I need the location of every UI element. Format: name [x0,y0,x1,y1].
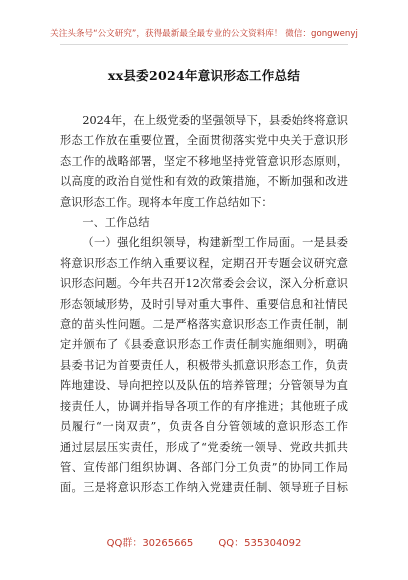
footer-contact [0,534,408,549]
body-line: 管、宣传部门组织协调、各部门分工负责”的协同工作局 [60,460,348,474]
body-line: 意识形态工作。现将本年度工作总结如下： [60,195,273,209]
header-divider [60,44,348,45]
body-line: 形态工作放在重要位置，全面贯彻落实党中央关于意识形 [60,134,348,148]
document-title: xx县委2024年意识形态工作总结 [107,68,301,83]
body-line: 面。三是将意识形态工作纳入党建责任制、领导班子目标 [60,481,348,495]
body-line: 2024年，在上级党委的坚强领导下，县委始终将意识 [82,114,348,127]
document-body [60,111,348,499]
body-line: 定并颁布了《县委意识形态工作责任制实施细则》，明确 [60,338,348,352]
body-line: 以高度的政治自觉性和有效的政策措施，不断加强和改进 [60,175,348,189]
footer-qq-group: QQ群：30265665 [106,538,194,549]
body-line: 将意识形态工作纳入重要议程，定期召开专题会议研究意 [60,256,348,270]
section-heading: 一、工作总结 [82,216,150,230]
body-line: （一）强化组织领导，构建新型工作局面。一是县委 [82,236,348,250]
body-line: 态工作的战略部署，坚定不移地坚持党管意识形态原则， [60,154,348,168]
body-line: 意的苗头性问题。二是严格落实意识形态工作责任制，制 [60,318,348,332]
footer-qq-number: QQ：535304092 [218,538,302,549]
body-line: 员履行“一岗双责”，负责各自分管领域的意识形态工作 [60,420,348,434]
header-banner: 关注头条号“公文研究”，获得最新最全最专业的公文资料库！ 微信：gongwenyj [50,29,358,39]
body-line: 阵地建设、导向把控以及队伍的培养管理；分管领导为直 [60,379,348,393]
body-line: 识形态问题。今年共召开12次常委会会议，深入分析意识 [60,277,348,291]
body-line: 形态领域形势，及时引导对重大事件、重要信息和社情民 [60,297,348,311]
body-line: 县委书记为首要责任人，积极带头抓意识形态工作，负责 [60,358,348,372]
body-line: 通过层层压实责任，形成了“党委统一领导、党政共抓共 [60,440,348,454]
body-line: 接责任人，协调并指导各项工作的有序推进；其他班子成 [60,399,348,413]
